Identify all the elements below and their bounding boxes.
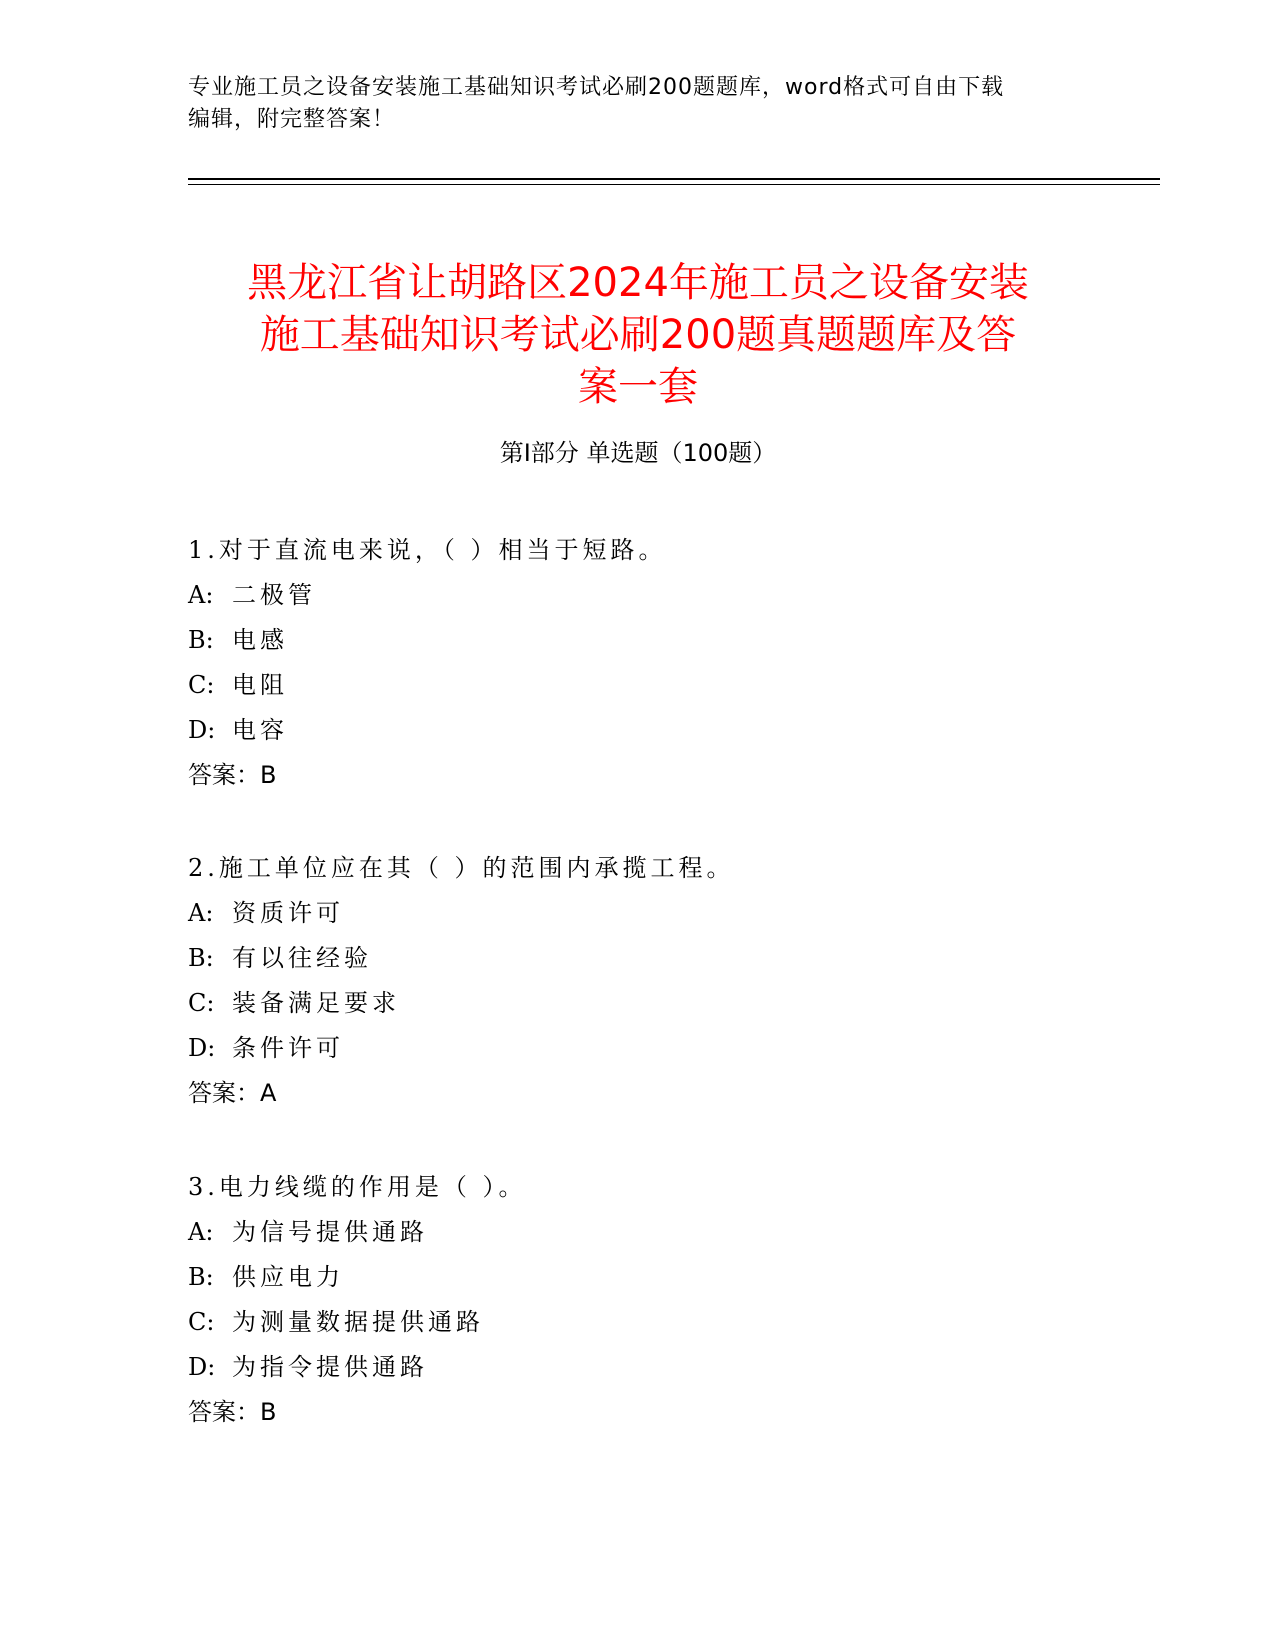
document-title [188,257,1088,413]
option-letter: A: [188,899,214,927]
option-text: 资质许可 [232,899,344,927]
option-text: 二极管 [232,581,316,609]
header-divider-thick [188,178,1160,180]
option-letter: D: [188,716,216,744]
option-text: 供应电力 [232,1263,344,1291]
option-text: 电容 [232,716,288,744]
question-stem: 1.对于直流电来说，（ ）相当于短路。 [188,536,667,564]
option-b [188,618,1088,663]
option-letter: B: [188,944,214,972]
option-letter: A: [188,581,214,609]
question-2 [188,846,1088,1116]
option-letter: A: [188,1218,214,1246]
option-text: 电阻 [232,671,288,699]
option-d [188,1345,1088,1390]
document-title-line-2: 施工基础知识考试必刷200题真题题库及答 [259,311,1017,358]
header-divider-thin [188,184,1160,185]
answer-line: 答案：B [188,1398,277,1426]
option-b [188,936,1088,981]
document-title-line-3: 案一套 [578,363,698,410]
section-heading: 第Ⅰ部分 单选题（100题） [499,439,777,467]
option-text: 为指令提供通路 [232,1353,428,1381]
header-note [188,72,1068,136]
question-stem: 2.施工单位应在其（ ）的范围内承揽工程。 [188,854,735,882]
option-c [188,981,1088,1026]
option-text: 为测量数据提供通路 [232,1308,484,1336]
option-letter: B: [188,1263,214,1291]
option-b [188,1255,1088,1300]
option-letter: C: [188,1308,215,1336]
option-a [188,573,1088,618]
option-c [188,1300,1088,1345]
answer-line: 答案：A [188,1079,277,1107]
header-note-line-2: 编辑，附完整答案！ [188,107,396,132]
question-stem: 3.电力线缆的作用是（ ）。 [188,1173,527,1201]
answer-line: 答案：B [188,761,277,789]
option-text: 装备满足要求 [232,989,400,1017]
question-1 [188,528,1088,798]
option-letter: D: [188,1034,216,1062]
option-d [188,1026,1088,1071]
option-text: 有以往经验 [232,944,372,972]
option-a [188,1210,1088,1255]
option-letter: C: [188,989,215,1017]
option-text: 条件许可 [232,1034,344,1062]
option-letter: D: [188,1353,216,1381]
question-3 [188,1165,1088,1435]
option-d [188,708,1088,753]
option-letter: C: [188,671,215,699]
header-note-line-1: 专业施工员之设备安装施工基础知识考试必刷200题题库，word格式可自由下载 [188,75,1005,100]
option-c [188,663,1088,708]
option-text: 为信号提供通路 [232,1218,428,1246]
option-a [188,891,1088,936]
document-title-line-1: 黑龙江省让胡路区2024年施工员之设备安装 [247,259,1029,306]
option-letter: B: [188,626,214,654]
option-text: 电感 [232,626,288,654]
